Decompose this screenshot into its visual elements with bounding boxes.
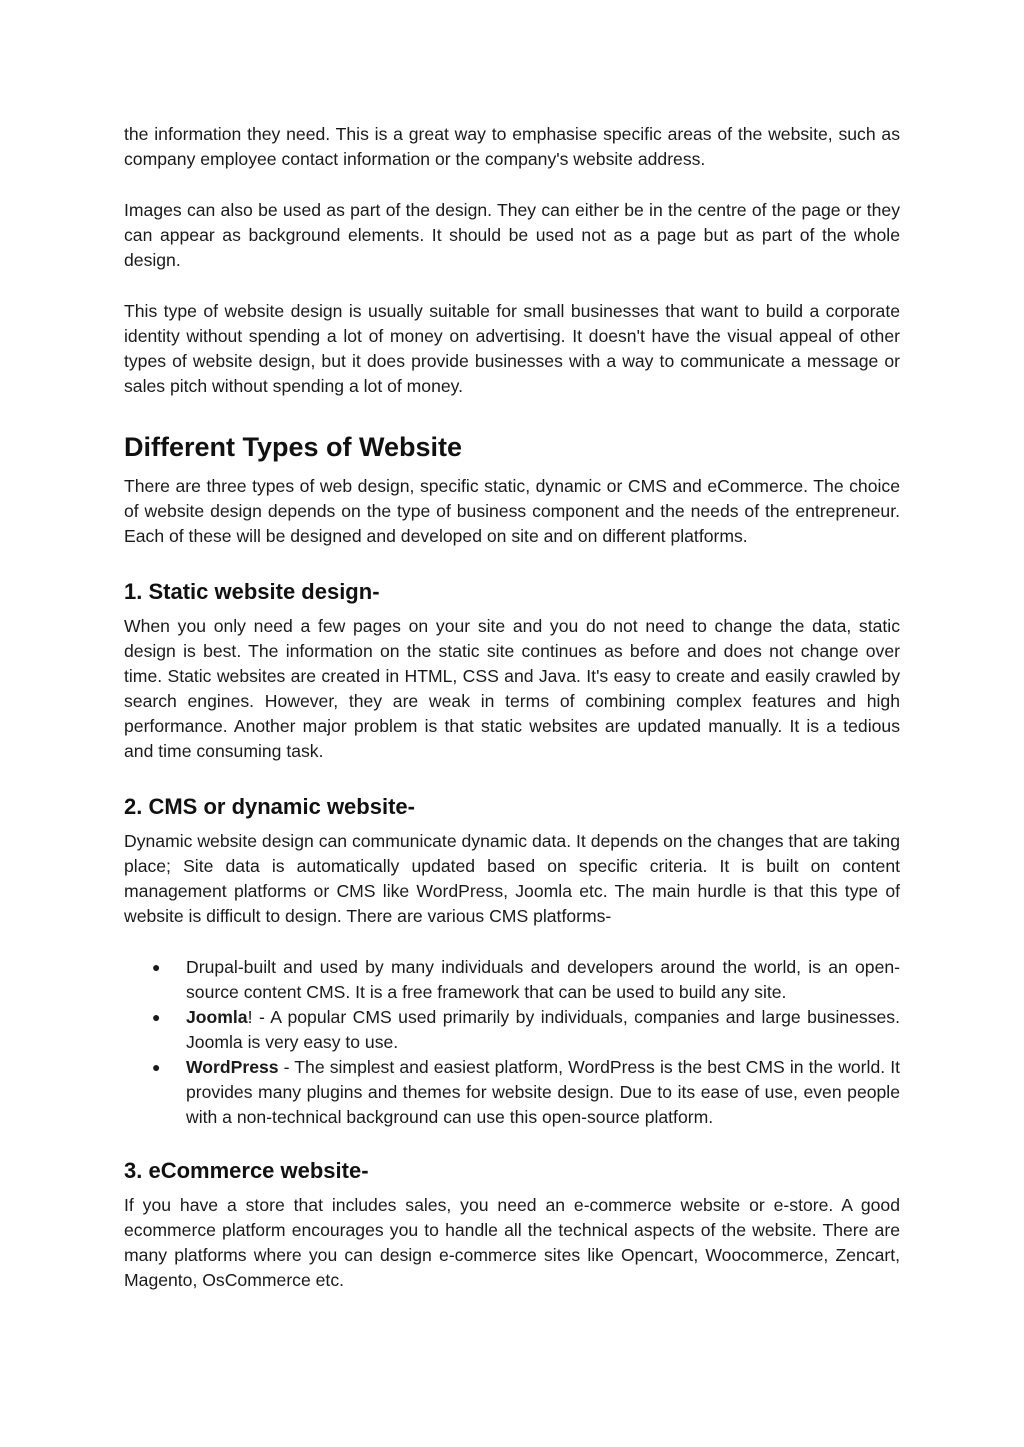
list-item-wordpress bbox=[124, 1055, 900, 1130]
section-heading-website-types: Different Types of Website bbox=[124, 432, 463, 462]
list-item-bold-label: WordPress bbox=[186, 1057, 279, 1077]
ecommerce-website-paragraph: If you have a store that includes sales, you need an e-commerce website or e-store. A good ecommerce platform encourages you to handle all the technical aspects of the website. There are many platforms where you can design e-commerce sites like Opencart, Woocommerce, Zencart, Magento, OsCommerce etc. bbox=[124, 1195, 900, 1290]
intro-paragraph-3: This type of website design is usually suitable for small businesses that want to build a corporate identity without spending a lot of money on advertising. It doesn't have the visual appeal of other types of website design, but it does provide businesses with a way to communicate a message or sales pitch without spending a lot of money. bbox=[124, 301, 900, 396]
intro-paragraph-1: the information they need. This is a great way to emphasise specific areas of the website, such as company employee contact information or the company's website address. bbox=[124, 124, 900, 169]
list-item-text: ! - A popular CMS used primarily by individuals, companies and large businesses. Joomla is very easy to use. bbox=[186, 1007, 900, 1052]
list-item-text: Drupal-built and used by many individuals and developers around the world, is an open-source content CMS. It is a free framework that can be used to build any site. bbox=[186, 957, 900, 1002]
list-item-bold-label: Joomla bbox=[186, 1007, 248, 1027]
subheading-static-website: 1. Static website design- bbox=[124, 579, 380, 604]
subheading-ecommerce-website: 3. eCommerce website- bbox=[124, 1158, 369, 1183]
bullet-icon: ● bbox=[152, 1009, 161, 1025]
cms-platform-list bbox=[124, 955, 900, 1130]
page-content bbox=[124, 122, 900, 1293]
subheading-cms-website: 2. CMS or dynamic website- bbox=[124, 794, 415, 819]
list-item-text: - The simplest and easiest platform, WordPress is the best CMS in the world. It provides many plugins and themes for website design. Due to its ease of use, even people with a non-technical background can use this open-source platform. bbox=[186, 1057, 900, 1127]
list-item-drupal bbox=[124, 955, 900, 1005]
website-types-paragraph: There are three types of web design, specific static, dynamic or CMS and eCommerce. The choice of website design depends on the type of business component and the needs of the entrepreneur. Each of these will be designed and developed on site and on different platforms. bbox=[124, 476, 900, 546]
cms-website-paragraph: Dynamic website design can communicate dynamic data. It depends on the changes that are taking place; Site data is automatically updated based on specific criteria. It is built on content management platforms or CMS like WordPress, Joomla etc. The main hurdle is that this type of website is difficult to design. There are various CMS platforms- bbox=[124, 831, 900, 926]
bullet-icon: ● bbox=[152, 959, 161, 975]
static-website-paragraph: When you only need a few pages on your site and you do not need to change the data, static design is best. The information on the static site continues as before and does not change over time. Static websites are created in HTML, CSS and Java. It's easy to create and easily crawled by search engines. However, they are weak in terms of combining complex features and high performance. Another major problem is that static websites are updated manually. It is a tedious and time consuming task. bbox=[124, 616, 900, 761]
list-item-joomla bbox=[124, 1005, 900, 1055]
intro-paragraph-2: Images can also be used as part of the design. They can either be in the centre of the page or they can appear as background elements. It should be used not as a page but as part of the whole design. bbox=[124, 200, 900, 270]
bullet-icon: ● bbox=[152, 1059, 161, 1075]
